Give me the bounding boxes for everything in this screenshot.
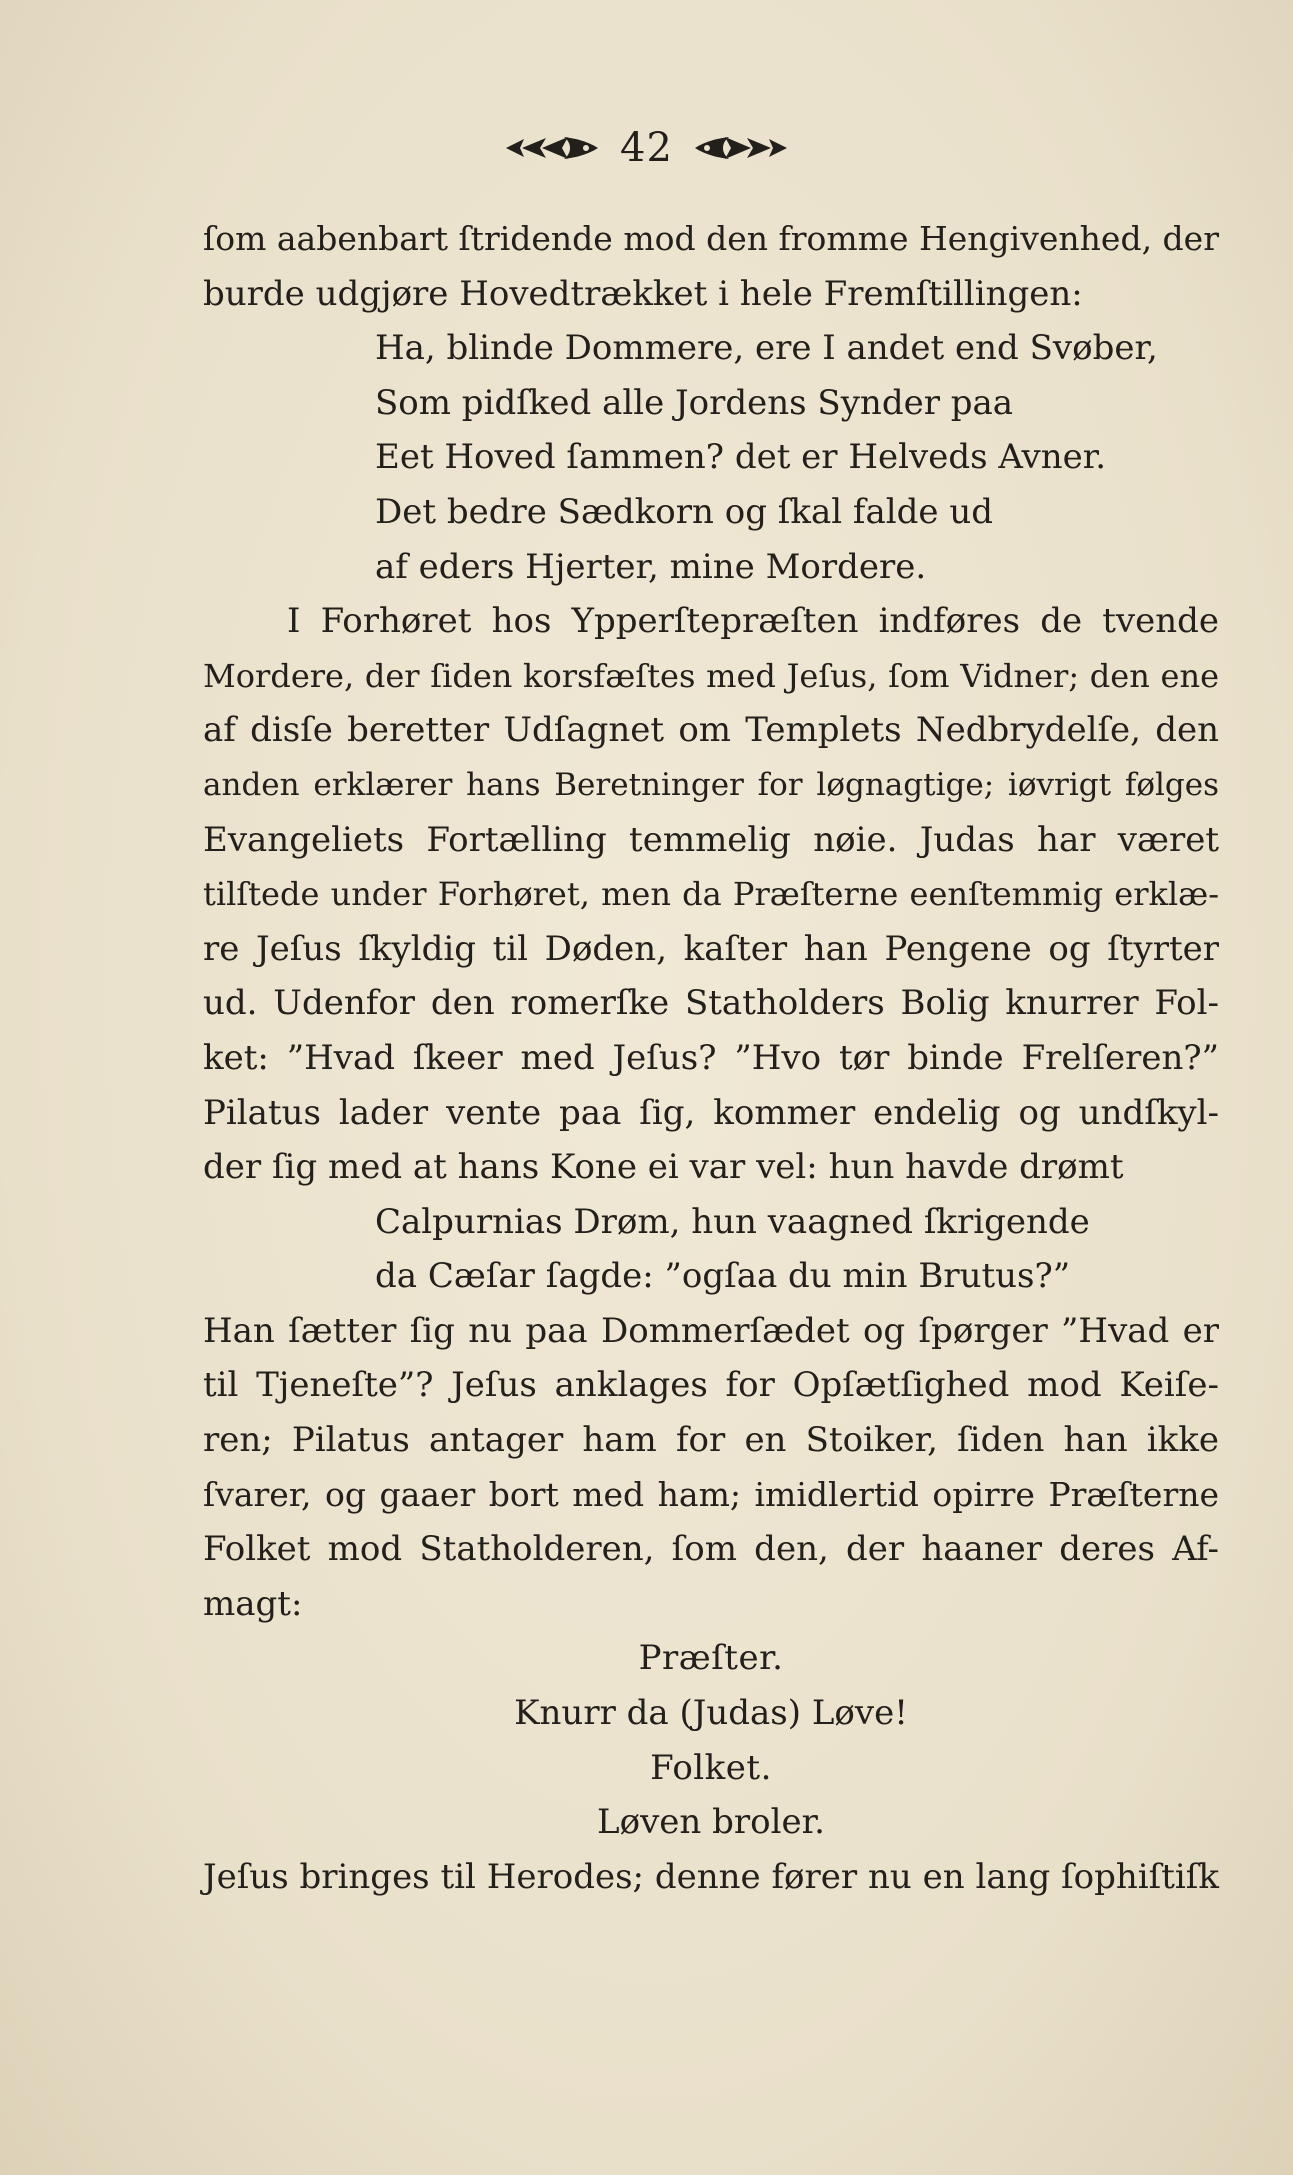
text-line: af disſe beretter Udſagnet om Templets Nedbrydelſe, den bbox=[203, 710, 1219, 751]
text-line: til Tjeneſte”? Jeſus anklages for Opſætſighed mod Keiſe- bbox=[203, 1365, 1219, 1406]
printer-ornament-right-icon bbox=[691, 133, 791, 163]
text-line: Evangeliets Fortælling temmelig nøie. Judas har været bbox=[203, 819, 1219, 860]
dialogue-line: Løven broler. bbox=[597, 1802, 825, 1843]
verse-line: Som pidſked alle Jordens Synder paa bbox=[375, 382, 1014, 423]
speaker-name: Folket. bbox=[650, 1747, 772, 1788]
text-line: der ſig med at hans Kone ei var vel: hun havde drømt bbox=[203, 1147, 1124, 1188]
text-line: Pilatus lader vente paa ſig, kommer endelig og undſkyl- bbox=[203, 1092, 1219, 1133]
text-line: Han ſætter ſig nu paa Dommerſædet og ſpørger ”Hvad er bbox=[203, 1310, 1219, 1351]
dialogue-line: Knurr da (Judas) Løve! bbox=[514, 1693, 908, 1734]
printer-ornament-left-icon bbox=[502, 133, 602, 163]
text-line: tilſtede under Forhøret, men da Præſterne eenſtemmig erklæ- bbox=[203, 875, 1219, 914]
text-line: magt: bbox=[203, 1583, 303, 1624]
text-line: Folket mod Statholderen, ſom den, der haaner deres Af- bbox=[203, 1529, 1219, 1570]
text-line: ket: ”Hvad ſkeer med Jeſus? ”Hvo tør binde Frelſeren?” bbox=[203, 1037, 1219, 1078]
verse-line: Eet Hoved ſammen? det er Helveds Avner. bbox=[375, 437, 1107, 478]
speaker-name: Præſter. bbox=[638, 1638, 784, 1679]
text-line: anden erklærer hans Beretninger for løgnagtige; iøvrigt følges bbox=[203, 766, 1219, 803]
verse-line: Calpurnias Drøm, hun vaagned ſkrigende bbox=[375, 1201, 1090, 1242]
verse-line: Det bedre Sædkorn og ſkal falde ud bbox=[375, 491, 993, 532]
page-number: 42 bbox=[620, 125, 673, 171]
text-line: ud. Udenfor den romerſke Statholders Bolig knurrer Fol- bbox=[203, 983, 1219, 1024]
text-line: Mordere, der ſiden korsfæſtes med Jeſus, ſom Vidner; den ene bbox=[203, 656, 1219, 695]
text-line: ſom aabenbart ſtridende mod den fromme Hengivenhed, der bbox=[203, 219, 1219, 258]
text-line: Jeſus bringes til Herodes; denne fører nu en lang ſophiſtiſk bbox=[203, 1856, 1219, 1897]
text-line: burde udgjøre Hovedtrækket i hele Fremſtillingen: bbox=[203, 273, 1083, 314]
page-text bbox=[203, 212, 1219, 1904]
verse-line: da Cæſar ſagde: ”ogſaa du min Brutus?” bbox=[375, 1256, 1071, 1297]
page-header bbox=[0, 118, 1293, 178]
paragraph-first-line: I Forhøret hos Ypperſtepræſten indføres de tvende bbox=[287, 601, 1219, 642]
verse-line: af eders Hjerter, mine Mordere. bbox=[375, 546, 927, 587]
text-line: ſvarer, og gaaer bort med ham; imidlertid opirre Præſterne bbox=[203, 1474, 1219, 1514]
text-line: ren; Pilatus antager ham for en Stoiker, ſiden han ikke bbox=[203, 1420, 1219, 1461]
verse-line: Ha, blinde Dommere, ere I andet end Svøber, bbox=[375, 328, 1158, 369]
text-line: re Jeſus ſkyldig til Døden, kaſter han Pengene og ſtyrter bbox=[203, 928, 1219, 969]
